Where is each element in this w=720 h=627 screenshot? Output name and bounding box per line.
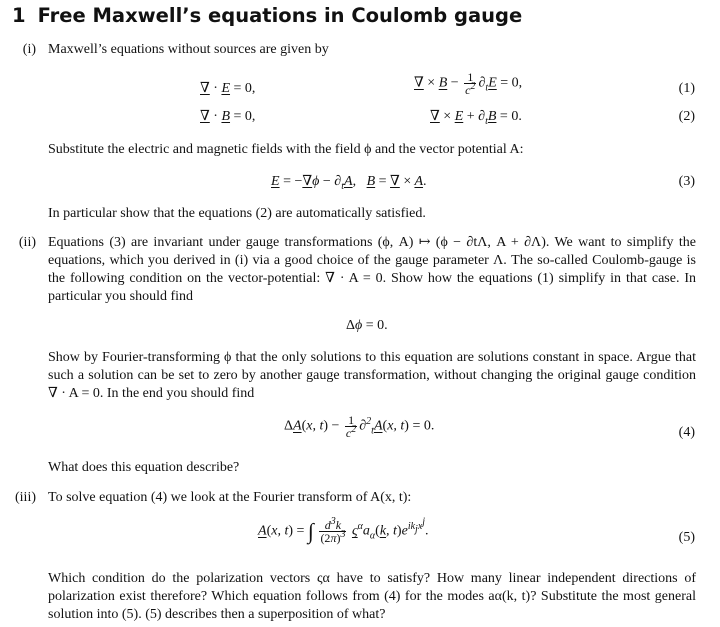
eq-div-b: ∇ · B = 0,	[200, 109, 256, 124]
eq-curl-e: ∇ × $E + \partial_tB = 0$.	[430, 109, 522, 127]
part-ii-para1: Equations (3) are invariant under gauge transformations (ϕ, A) ↦ (ϕ − ∂tΛ, A + ∂Λ). We want to simplify the equations, which you derived in (i) via a good choice of the gauge parameter Λ. The so-called Coulomb-gauge is the following condition on the vector-potential: ∇ · A = 0. Show how the equations (1) simplify in that case. In particular you should find	[48, 235, 696, 304]
part-i-intro: Maxwell’s equations without sources are given by	[48, 42, 329, 57]
eq-div-e: ∇ · E = 0,	[200, 81, 256, 96]
part-iii-intro: To solve equation (4) we look at the Fourier transform of A(x, t):	[48, 490, 412, 505]
part-i-label: (i)	[22, 42, 36, 57]
part-iii-para: Which condition do the polarization vectors ςα have to satisfy? How many linear independent directions of polarization exist therefore? Which equation follows from (4) for the modes aα(k, t)? Substitute the most general solution into (5). (5) describes then a superposition of what?	[48, 571, 696, 622]
section-title	[12, 3, 522, 29]
part-iii-label: (iii)	[15, 490, 36, 505]
part-ii-label: (ii)	[18, 235, 36, 250]
part-ii-question: What does this equation describe?	[48, 460, 240, 475]
part-ii-para2: Show by Fourier-transforming ϕ that the only solutions to this equation are solutions constant in space. Argue that such a solution can be set to zero by another gauge transformation, without changing the original gauge condition ∇ · A = 0. In the end you should find	[48, 350, 696, 401]
eq-number-1: (1)	[678, 81, 695, 96]
eq-laplace-phi: Δϕ = 0.	[346, 318, 388, 333]
eq-number-4: (4)	[678, 425, 695, 440]
eq-number-2: (2)	[678, 109, 695, 124]
eq-potentials: $E = -\nabla\phi - \partial_tA$, B = ∇ × A.	[271, 174, 427, 192]
eq-fourier: A(x, t) = ∫ $\frac{d^3k}{(2\pi)^3}$ $\varsigma^\alpha a_\alpha(k$, $t)e^{ik_jx^j}$.	[258, 516, 429, 545]
eq-wave: ΔA(x, t) − $\frac{1}{c^2}$ ∂$^2_t$A(x, t) = 0.	[284, 413, 435, 440]
eq-number-5: (5)	[678, 530, 695, 545]
eq-number-3: (3)	[678, 174, 695, 189]
eq-curl-b: ∇ × B − $\frac{1}{c^2}$ $\partial_tE = 0$,	[414, 70, 523, 97]
part-i-show-text: In particular show that the equations (2) are automatically satisfied.	[48, 206, 426, 221]
part-i-substitute-text: Substitute the electric and magnetic fields with the field ϕ and the vector potential A:	[48, 142, 524, 157]
section-number: 1	[12, 4, 26, 27]
section-title-text: Free Maxwell’s equations in Coulomb gauge	[37, 4, 523, 27]
